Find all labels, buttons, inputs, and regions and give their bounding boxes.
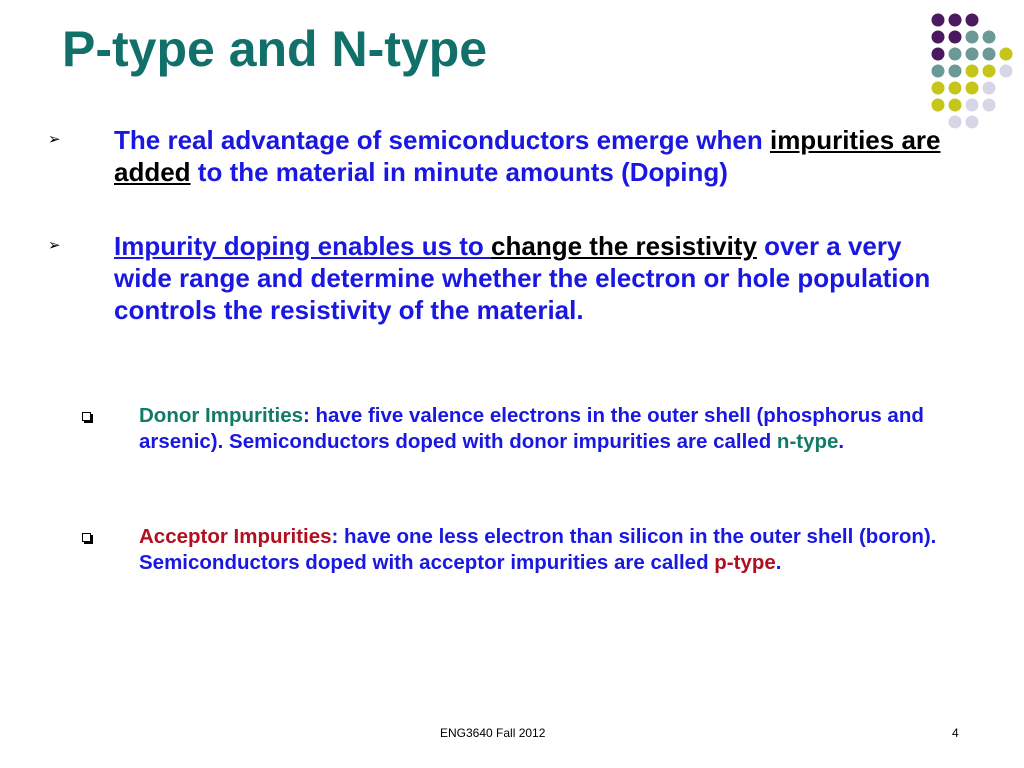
acceptor-end: . bbox=[775, 551, 782, 574]
dot bbox=[983, 82, 996, 95]
dot bbox=[966, 31, 979, 44]
bullet-1-underlined: impurities are added bbox=[114, 125, 941, 187]
dot bbox=[949, 48, 962, 61]
bullet-1-part1: The real advantage of semiconductors emerge when bbox=[114, 125, 770, 155]
bullet-2-underlined-blue: Impurity doping enables us to bbox=[114, 231, 492, 261]
square-bullet-icon bbox=[82, 524, 96, 550]
dot bbox=[949, 99, 962, 112]
decorative-dot-grid bbox=[926, 12, 1016, 132]
dot bbox=[983, 65, 996, 78]
donor-term: Donor Impurities bbox=[139, 404, 304, 427]
bullet-2-part2: over a very wide range and determine whether the electron or hole population controls the resistivity of the material. bbox=[114, 231, 931, 325]
dot bbox=[983, 31, 996, 44]
bullet-2-underlined: change the resistivity bbox=[491, 231, 757, 261]
dot bbox=[966, 65, 979, 78]
dot bbox=[949, 14, 962, 27]
dot bbox=[932, 99, 945, 112]
dot bbox=[949, 65, 962, 78]
donor-body: : have five valence electrons in the outer shell (phosphorus and arsenic). Semiconductors doped with donor impurities are called bbox=[139, 404, 924, 453]
dot bbox=[966, 48, 979, 61]
dot bbox=[949, 82, 962, 95]
bullet-1-text bbox=[114, 124, 954, 188]
dot bbox=[966, 99, 979, 112]
donor-end: . bbox=[838, 430, 845, 453]
dot bbox=[949, 31, 962, 44]
acceptor-type: p-type bbox=[714, 551, 776, 574]
dot bbox=[966, 116, 979, 129]
acceptor-term: Acceptor Impurities bbox=[139, 525, 332, 548]
footer-page-number: 4 bbox=[952, 726, 959, 740]
bullet-1-part2: to the material in minute amounts (Doping) bbox=[190, 157, 728, 187]
arrow-bullet-icon: ➢ bbox=[48, 131, 61, 148]
dot bbox=[932, 48, 945, 61]
dot bbox=[983, 48, 996, 61]
footer-course: ENG3640 Fall 2012 bbox=[440, 726, 546, 740]
arrow-bullet-icon: ➢ bbox=[48, 237, 61, 254]
square-bullet-icon bbox=[82, 403, 96, 429]
sub-bullet-acceptor-text bbox=[139, 524, 959, 576]
slide-title: P-type and N-type bbox=[62, 21, 488, 77]
bullet-2-text bbox=[114, 230, 954, 326]
dot bbox=[1000, 48, 1013, 61]
dot bbox=[983, 99, 996, 112]
dot bbox=[932, 65, 945, 78]
sub-bullet-donor-text bbox=[139, 403, 959, 455]
dot bbox=[966, 82, 979, 95]
acceptor-body: : have one less electron than silicon in the outer shell (boron). Semiconductors doped with acceptor impurities are called bbox=[139, 525, 937, 574]
dot bbox=[1000, 65, 1013, 78]
dot bbox=[966, 14, 979, 27]
dot bbox=[932, 82, 945, 95]
dot bbox=[932, 31, 945, 44]
dot bbox=[932, 14, 945, 27]
donor-type: n-type bbox=[776, 430, 839, 453]
